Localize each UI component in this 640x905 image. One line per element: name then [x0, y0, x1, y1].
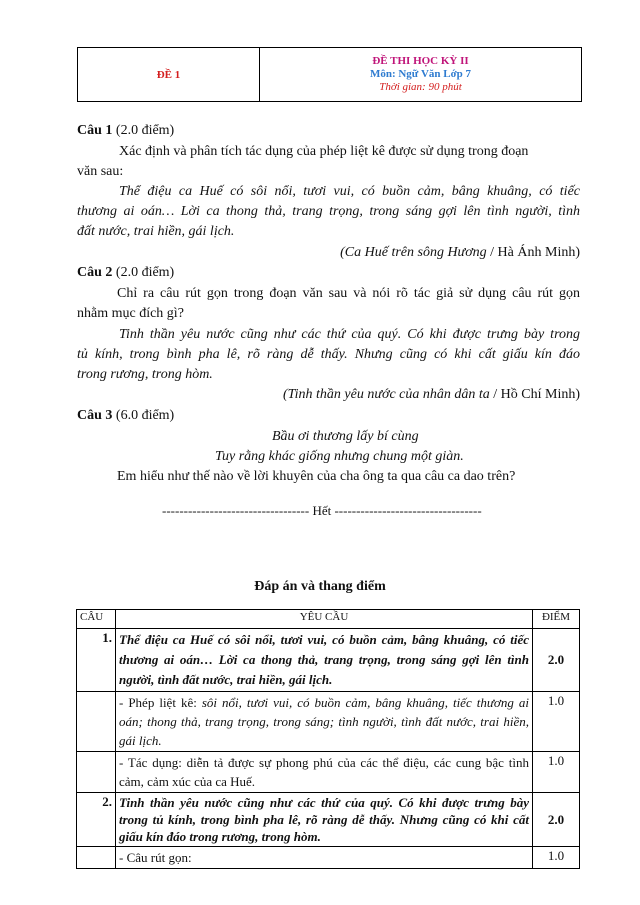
q2-source-author: / Hồ Chí Minh) [489, 387, 580, 402]
row-requirement-lead: - Phép liệt kê: [119, 695, 202, 710]
q2-source [283, 385, 580, 405]
q3-label: Câu 3 [77, 408, 113, 423]
table-row [77, 793, 580, 847]
exam-title-block [260, 48, 581, 101]
header-yeu-cau: YÊU CẦU [116, 610, 533, 629]
q2-prompt-line2: nhằm mục đích gì? [77, 306, 184, 321]
answer-table [76, 609, 580, 869]
q3-verse-line2: Tuy rằng khác giống nhưng chung một giàn. [215, 449, 464, 464]
row-num [77, 847, 116, 869]
row-score: 1.0 [533, 752, 580, 793]
q1-quote-line1: Thể điệu ca Huế có sôi nổi, tươi vui, có buồn cảm, bâng khuâng, có tiếc [119, 184, 580, 199]
q1-prompt-line2: văn sau: [77, 164, 124, 179]
q2-quote-line3: trong rương, trong hòm. [77, 367, 213, 382]
q2-quote-line2: tủ kính, trong bình pha lê, rõ ràng dễ thấy. Nhưng cũng có khi cất giấu kín đáo [77, 347, 580, 362]
q1-quote-line2: thương ai oán… Lời ca thong thả, trang trọng, trong sáng gợi lên tình người, tình [77, 204, 580, 219]
row-requirement: Thể điệu ca Huế có sôi nổi, tươi vui, có buồn cảm, bâng khuâng, có tiếc thương ai oán… Lời ca thong thả, trang trọng, trong sáng gợi lên tình người, tình đất nước, trai hiền, gái lịch. [116, 629, 533, 692]
q1-prompt-line1: Xác định và phân tích tác dụng của phép liệt kê được sử dụng trong đoạn [119, 144, 529, 159]
q1-source-title: (Ca Huế trên sông Hương [340, 245, 487, 260]
q2-label: Câu 2 [77, 265, 113, 280]
exam-time: Thời gian: 90 phút [379, 81, 462, 93]
header-cau: CÂU [77, 610, 116, 629]
row-score: 1.0 [533, 692, 580, 752]
row-score: 1.0 [533, 847, 580, 869]
row-requirement: - Tác dụng: diễn tả được sự phong phú của các thể điệu, các cung bậc tình cảm, cảm xúc của ca Huế. [116, 752, 533, 793]
table-row [77, 752, 580, 793]
q2-prompt-line1: Chỉ ra câu rút gọn trong đoạn văn sau và nói rõ tác giả sử dụng câu rút gọn [117, 286, 580, 301]
q1-heading [77, 121, 174, 141]
q2-points: (2.0 điểm) [115, 265, 175, 280]
q1-source [340, 243, 580, 263]
row-requirement: - Câu rút gọn: [116, 847, 533, 869]
exam-subject: Môn: Ngữ Văn Lớp 7 [369, 68, 472, 80]
exam-title: ĐỀ THI HỌC KỲ II [372, 55, 469, 67]
q2-source-title: (Tinh thần yêu nước của nhân dân ta [282, 387, 490, 402]
table-row [77, 629, 580, 692]
q3-heading [77, 406, 174, 426]
q1-points: (2.0 điểm) [115, 123, 175, 138]
header-diem: ĐIỂM [533, 610, 580, 629]
row-requirement [116, 692, 533, 752]
q3-prompt: Em hiểu như thế nào về lời khuyên của cha ông ta qua câu ca dao trên? [117, 469, 516, 484]
answer-title: Đáp án và thang điểm [254, 579, 386, 594]
q1-source-author: / Hà Ánh Minh) [486, 245, 580, 260]
row-num [77, 752, 116, 793]
q3-points: (6.0 điểm) [115, 408, 175, 423]
table-header-row [77, 610, 580, 629]
row-num [77, 692, 116, 752]
q1-prompt [77, 142, 580, 162]
q2-quote-line1: Tinh thần yêu nước cũng như các thứ của quý. Có khi được trưng bày trong [119, 327, 580, 342]
row-requirement: Tinh thần yêu nước cũng như các thứ của quý. Có khi được trưng bày trong tủ kính, trong bình pha lê, rõ ràng dễ thấy. Nhưng cũng có khi cất giấu kín đáo trong rương, trong hòm. [116, 793, 533, 847]
table-row [77, 692, 580, 752]
exam-code: ĐỀ 1 [78, 48, 260, 101]
table-row [77, 847, 580, 869]
row-score: 2.0 [533, 629, 580, 692]
row-num: 2. [77, 793, 116, 847]
q1-quote-line3: đất nước, trai hiền, gái lịch. [77, 224, 235, 239]
row-requirement-items: sôi nổi, tươi vui, có buồn cảm, bâng khuâng, tiếc thương ai oán; thong thả, trang trọng, trong sáng; tình người, tình đất nước, trai hiền, gái lịch. [119, 695, 529, 748]
q3-verse-line1: Bầu ơi thương lấy bí cùng [272, 429, 419, 444]
row-num: 1. [77, 629, 116, 692]
end-line: ---------------------------------- Hết ---------------------------------- [162, 503, 482, 518]
q2-heading [77, 263, 174, 283]
row-score: 2.0 [533, 793, 580, 847]
q1-label: Câu 1 [77, 123, 113, 138]
exam-header-box [77, 47, 582, 102]
